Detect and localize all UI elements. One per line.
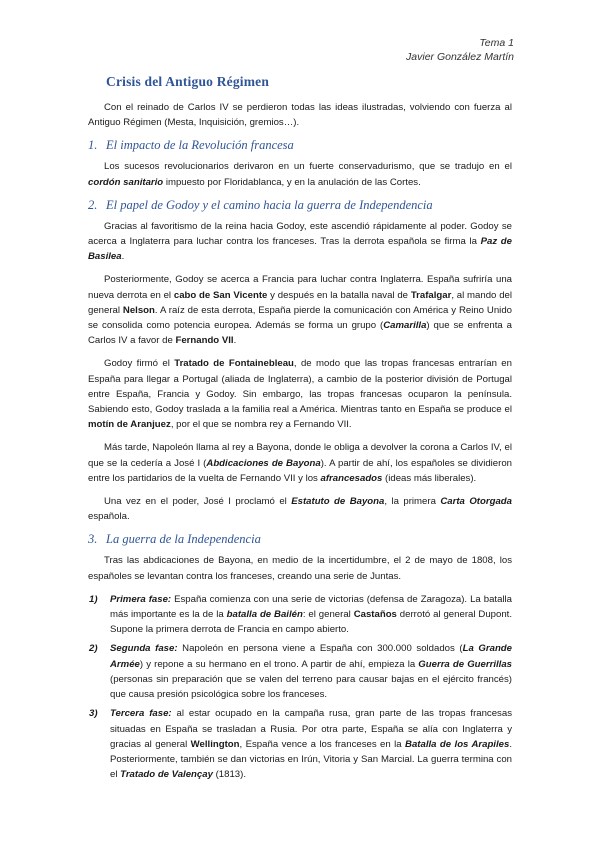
section-title: El impacto de la Revolución francesa: [106, 138, 294, 153]
text: , por el que se nombra rey a Fernando VII.: [170, 419, 352, 431]
section-3-heading: [88, 532, 512, 547]
text: ) y repone a su hermano en el trono. A partir de ahí, empieza la: [139, 658, 419, 670]
phase-item: [88, 706, 512, 782]
text: y después en la batalla naval de: [267, 289, 411, 301]
text: España comienza con una serie de victorias (defensa de Zaragoza). La batalla más importante es la de la: [110, 593, 513, 621]
section-title: El papel de Godoy y el camino hacia la guerra de Independencia: [106, 197, 433, 212]
text: derrotó al general Dupont. Supone la primera derrota de Francia en campo abierto.: [110, 609, 512, 636]
emphasis: La Grande Armée: [110, 643, 513, 670]
text: Más tarde, Napoleón llama al rey a Bayona, donde le obliga a devolver la corona a Carlos IV, el que se la cedería a José I (: [88, 442, 512, 469]
list-number: 2): [89, 643, 98, 655]
emphasis: Trafalgar: [410, 289, 452, 301]
text: Los sucesos revolucionarios derivaron en un fuerte conservadurismo, que se tradujo en el: [104, 161, 512, 173]
text: . A raíz de esta derrota, España pierde la comunicación con América y Reino Unido se consolida como potencia europea. Además se forma un grupo (: [88, 304, 512, 332]
page-header: [406, 36, 514, 64]
text: Una vez en el poder, José I proclamó el: [104, 496, 292, 508]
section-title: La guerra de la Independencia: [106, 532, 261, 547]
list-number: 3): [89, 708, 98, 720]
text: impuesto por Floridablanca, y en la anulación de las Cortes.: [163, 176, 421, 188]
header-author: Javier González Martín: [406, 51, 514, 63]
emphasis: cordón sanitario: [88, 176, 164, 188]
text: : el general: [302, 609, 354, 621]
emphasis: Carta Otorgada: [440, 496, 512, 508]
text: ). A partir de ahí, los españoles se dividieron entre los partidarios de la vuelta de Fernando VII y los: [88, 457, 513, 484]
phase-label: Tercera fase:: [110, 708, 172, 720]
text: , España vence a los franceses en la: [239, 738, 406, 750]
emphasis: motín de Aranjuez: [88, 419, 171, 431]
paragraph: [88, 219, 512, 265]
text: española.: [88, 511, 130, 523]
text: .: [121, 251, 125, 263]
text: , de modo que las tropas francesas entrarían en España para llegar a Portugal (aliada de Inglaterra), a cambio de la posterior división de Portugal entre España, Francia y Godoy. Sin embargo, las tropas francesas ocuparon la península. Sabiendo esto, Godoy traslada a la familia real a América. Mientras tanto en España se produce el: [88, 358, 512, 416]
document-title: Crisis del Antiguo Régimen: [106, 74, 270, 89]
paragraph: Tras las abdicaciones de Bayona, en medio de la incertidumbre, el 2 de mayo de 1808, los españoles se levantan contra los franceses, creando una serie de Juntas.: [88, 555, 512, 582]
emphasis: Tratado de Fontainebleau: [174, 358, 294, 370]
emphasis: Batalla de los Arapiles: [405, 738, 510, 750]
phase-label: Segunda fase:: [110, 643, 178, 655]
text: Gracias al favoritismo de la reina hacia Godoy, este ascendió rápidamente al poder. Godoy se acerca a Inglaterra para luchar contra los franceses. Tras la derrota española se firma la: [88, 220, 512, 248]
emphasis: Castaños: [353, 609, 397, 621]
paragraph: [88, 356, 512, 432]
emphasis: Fernando VII: [175, 335, 234, 347]
emphasis: Guerra de Guerrillas: [418, 658, 513, 670]
list-number: 1): [89, 593, 98, 605]
emphasis: Wellington: [190, 738, 240, 750]
paragraph: [88, 272, 512, 348]
text: , al mando del general: [88, 289, 512, 316]
text: Posteriormente, Godoy se acerca a Francia para luchar contra Inglaterra. España sufriría una nueva derrota en el: [88, 274, 512, 301]
phase-item: [88, 641, 512, 702]
emphasis: batalla de Bailén: [226, 609, 303, 621]
section-2-heading: [88, 198, 512, 213]
emphasis: Tratado de Valençay: [120, 769, 213, 781]
emphasis: Estatuto de Bayona: [291, 496, 385, 508]
paragraph: [88, 159, 512, 189]
text: Napoleón en persona viene a España con 300.000 soldados (: [177, 643, 463, 655]
section-number: 1.: [88, 138, 98, 153]
text: al estar ocupado en la campaña rusa, gran parte de las tropas francesas situadas en España se trasladan a Rusia. Por otra parte, España se alía con Inglaterra y gracias al general: [110, 708, 512, 750]
text: ) que se enfrenta a Carlos IV a favor de: [88, 320, 512, 347]
emphasis: Camarilla: [383, 320, 427, 332]
text: (1813).: [212, 769, 246, 781]
text: , la primera: [384, 496, 441, 508]
phase-item: [88, 592, 512, 638]
paragraph: [88, 494, 512, 524]
paragraph: [88, 440, 512, 486]
emphasis: Nelson: [122, 304, 155, 316]
emphasis: Abdicaciones de Bayona: [206, 457, 321, 469]
header-topic: Tema 1: [479, 37, 514, 49]
intro-paragraph: Con el reinado de Carlos IV se perdieron todas las ideas ilustradas, volviendo con fuerza al Antiguo Régimen (Mesta, Inquisición, gremios…).: [88, 102, 512, 129]
emphasis: Paz de Basilea: [88, 236, 512, 263]
phase-label: Primera fase:: [110, 593, 172, 605]
emphasis: cabo de San Vicente: [173, 289, 268, 301]
emphasis: afrancesados: [320, 472, 383, 484]
text: Godoy firmó el: [104, 358, 175, 370]
text: . Posteriormente, también se dan victorias en Irún, Vitoria y San Marcial. La guerra termina con el: [110, 738, 512, 781]
section-number: 2.: [88, 197, 98, 212]
text: .: [233, 335, 237, 347]
text: (ideas más liberales).: [382, 472, 477, 484]
section-1-heading: [88, 138, 512, 153]
text: (personas sin preparación que se valen del terreno para causar bajas en el ejército francés) que causa presión psicológica sobre los franceses.: [110, 673, 512, 701]
section-number: 3.: [88, 532, 98, 547]
